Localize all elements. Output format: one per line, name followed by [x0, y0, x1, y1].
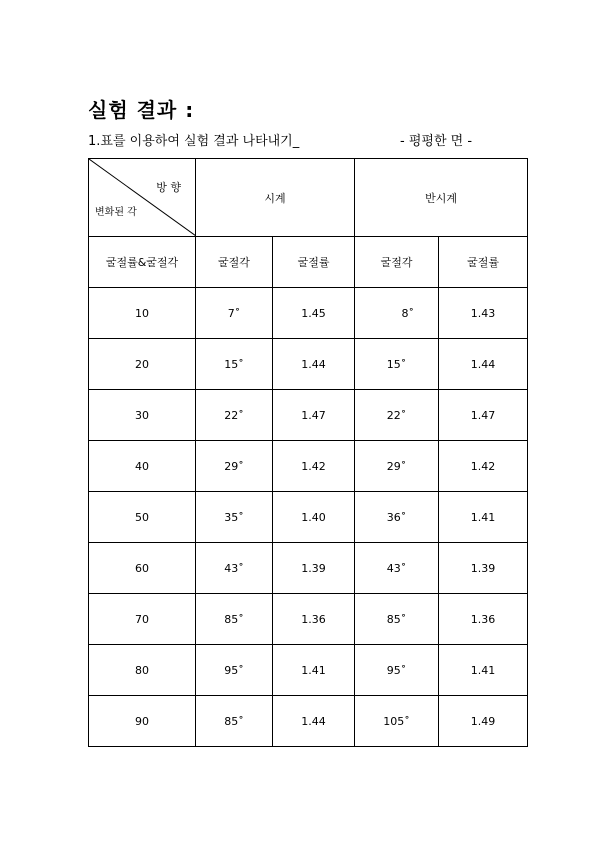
table-cell: 1.47: [273, 390, 355, 441]
table-row: [89, 594, 528, 645]
results-table: [88, 158, 528, 747]
table-cell: 29˚: [355, 441, 439, 492]
table-cell: 22˚: [355, 390, 439, 441]
table-cell: 7˚: [196, 288, 273, 339]
col-header: 굴절률&굴절각: [89, 237, 196, 288]
table-cell: 29˚: [196, 441, 273, 492]
table-cell: 10: [89, 288, 196, 339]
table-row: [89, 390, 528, 441]
table-cell: 1.39: [273, 543, 355, 594]
changed-angle-label: 변화된 각: [95, 207, 137, 218]
table-cell: 1.44: [273, 339, 355, 390]
table-row: [89, 645, 528, 696]
table-cell: 30: [89, 390, 196, 441]
col-header: 굴절률: [439, 237, 528, 288]
table-cell: 80: [89, 645, 196, 696]
table-row: [89, 441, 528, 492]
subheader-row: [89, 237, 528, 288]
table-row: [89, 492, 528, 543]
table-cell: 95˚: [355, 645, 439, 696]
table-cell: 95˚: [196, 645, 273, 696]
table-cell: 90: [89, 696, 196, 747]
clockwise-header: 시계: [196, 159, 355, 237]
table-cell: 1.42: [439, 441, 528, 492]
table-row: [89, 696, 528, 747]
table-cell: 1.49: [439, 696, 528, 747]
table-cell: 43˚: [196, 543, 273, 594]
table-cell: 1.36: [439, 594, 528, 645]
col-header: 굴절각: [196, 237, 273, 288]
table-cell: 1.44: [273, 696, 355, 747]
table-cell: 1.41: [439, 492, 528, 543]
col-header: 굴절각: [355, 237, 439, 288]
table-cell: 22˚: [196, 390, 273, 441]
table-cell: 40: [89, 441, 196, 492]
counterclockwise-header: 반시계: [355, 159, 528, 237]
table-cell: 1.45: [273, 288, 355, 339]
table-cell: 1.40: [273, 492, 355, 543]
direction-label: 방 향: [156, 181, 181, 194]
table-cell: 15˚: [196, 339, 273, 390]
table-cell: 85˚: [355, 594, 439, 645]
table-cell: 70: [89, 594, 196, 645]
diagonal-line: [89, 159, 196, 236]
table-cell: 8˚: [355, 288, 439, 339]
table-cell: 1.44: [439, 339, 528, 390]
table-cell: 60: [89, 543, 196, 594]
table-row: [89, 543, 528, 594]
table-cell: 35˚: [196, 492, 273, 543]
table-row: [89, 339, 528, 390]
table-cell: 1.41: [273, 645, 355, 696]
table-cell: 36˚: [355, 492, 439, 543]
page-title: 실험 결과 :: [88, 98, 195, 122]
table-cell: 1.39: [439, 543, 528, 594]
table-cell: 105˚: [355, 696, 439, 747]
header-row: [89, 159, 528, 237]
table-cell: 43˚: [355, 543, 439, 594]
table-cell: 1.41: [439, 645, 528, 696]
table-cell: 1.47: [439, 390, 528, 441]
table-cell: 15˚: [355, 339, 439, 390]
table-cell: 50: [89, 492, 196, 543]
table-cell: 20: [89, 339, 196, 390]
table-cell: 1.42: [273, 441, 355, 492]
table-cell: 85˚: [196, 696, 273, 747]
table-row: [89, 288, 528, 339]
table-cell: 1.43: [439, 288, 528, 339]
table-cell: 85˚: [196, 594, 273, 645]
section-subtitle: 1.표를 이용하여 실험 결과 나타내기_: [88, 134, 300, 149]
corner-header-cell: [89, 159, 196, 237]
table-cell: 1.36: [273, 594, 355, 645]
surface-label: - 평평한 면 -: [400, 134, 473, 149]
col-header: 굴절률: [273, 237, 355, 288]
